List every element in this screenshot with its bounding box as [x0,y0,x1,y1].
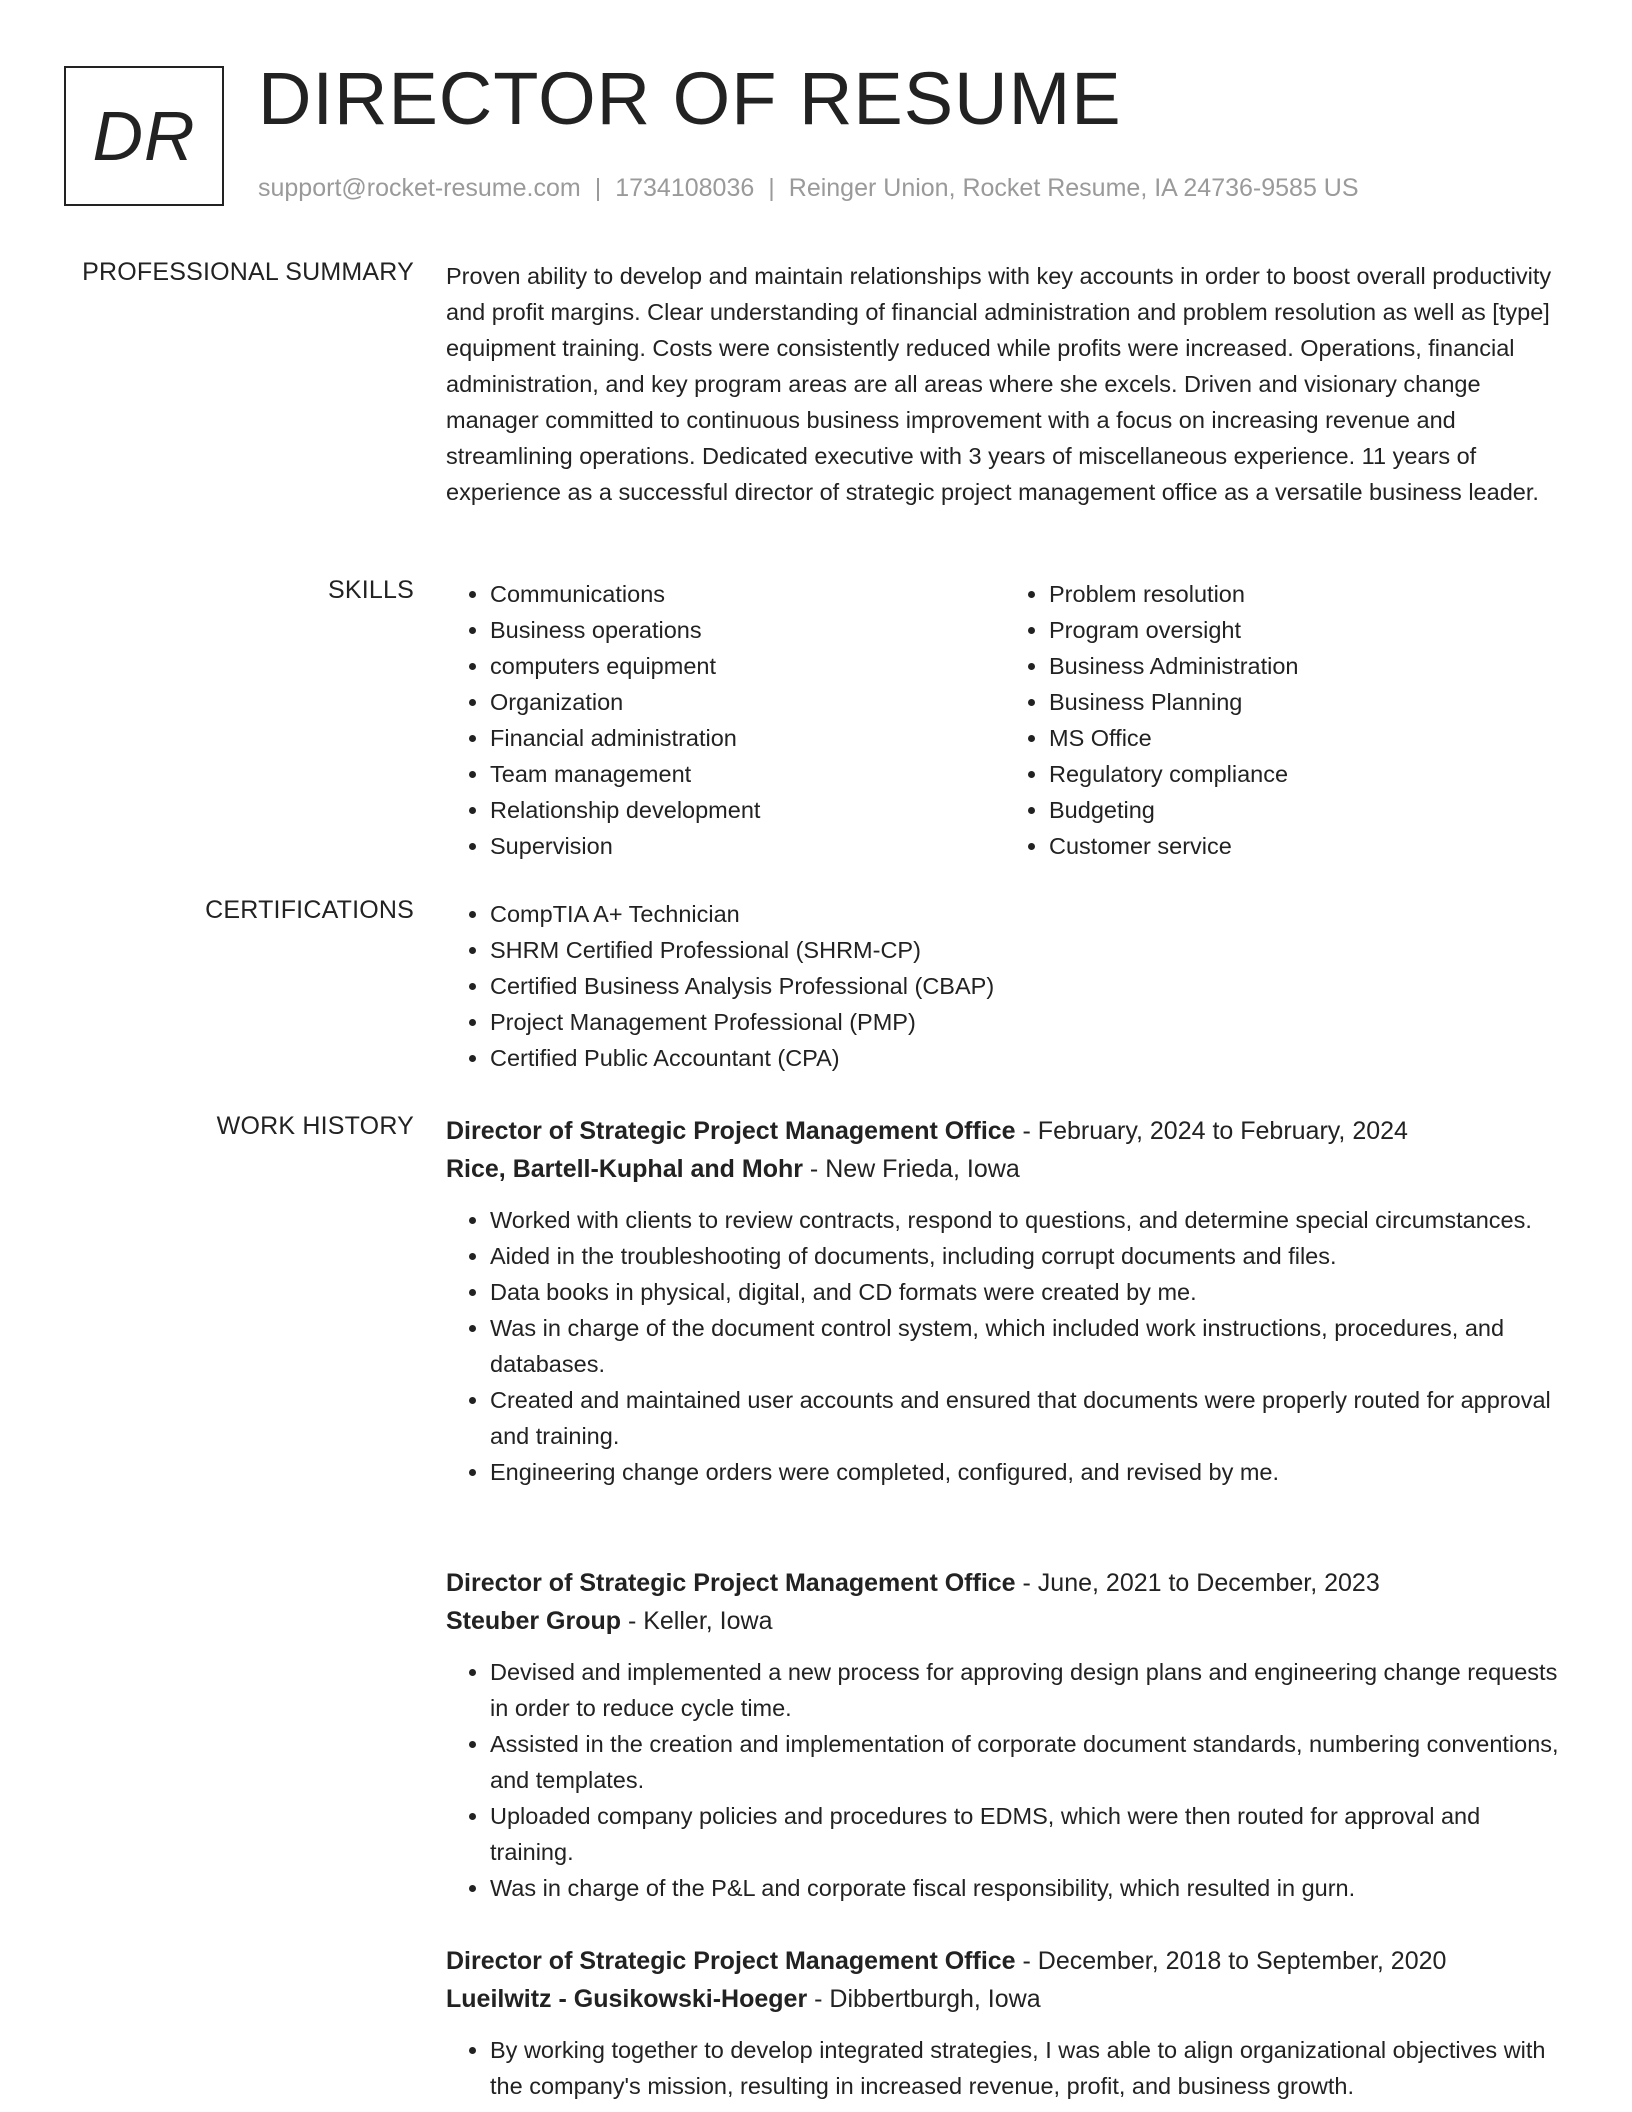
job-title: Director of Strategic Project Management Office [446,1569,1016,1597]
skill-item: • Business Planning [1049,684,1564,720]
monogram-badge [64,66,224,206]
job-location: - Keller, Iowa [621,1607,773,1635]
skill-item: • Business operations [490,612,1005,648]
skill-item: • Business Administration [1049,648,1564,684]
job-bullet: • Was in charge of the P&L and corporate fiscal responsibility, which resulted in gurn. [490,1870,1564,1906]
job-company: Lueilwitz - Gusikowski-Hoeger [446,1985,808,2013]
certifications-list [446,896,1564,1076]
job-company: Steuber Group [446,1607,622,1635]
job-dates: - February, 2024 to February, 2024 [1015,1117,1408,1145]
certification-item: • Certified Public Accountant (CPA) [490,1040,1564,1076]
job-bullet: • Worked with clients to review contracts, respond to questions, and determine special circumstances. [490,1202,1564,1238]
contact-email[interactable]: support@rocket-resume.com [258,174,581,202]
section-label-skills: SKILLS [328,576,414,604]
summary-section [446,258,1564,510]
job-entry [446,1564,1564,1906]
skill-item: • Regulatory compliance [1049,756,1564,792]
skills-grid [446,576,1564,864]
job-title: Director of Strategic Project Management Office [446,1117,1016,1145]
job-bullet: • Created and maintained user accounts and ensured that documents were properly routed for approval and training. [490,1382,1564,1454]
certification-item: • Certified Business Analysis Professional (CBAP) [490,968,1564,1004]
resume-name: DIRECTOR OF RESUME [258,57,1122,140]
monogram-initials: DR [92,97,196,175]
skills-list-left [446,576,1005,864]
skill-item: • computers equipment [490,648,1005,684]
job-bullet: • Assisted in the creation and implementation of corporate document standards, numbering conventions, and templates. [490,1726,1564,1798]
job-location: - Dibbertburgh, Iowa [807,1985,1041,2013]
job-company-line [446,1602,1564,1640]
skill-item: • Customer service [1049,828,1564,864]
skill-item: • Communications [490,576,1005,612]
job-title: Director of Strategic Project Management Office [446,1947,1016,1975]
skill-item: • Relationship development [490,792,1005,828]
skill-item: • Financial administration [490,720,1005,756]
job-bullet: • Uploaded company policies and procedures to EDMS, which were then routed for approval and training. [490,1798,1564,1870]
job-bullets [446,1654,1564,1906]
contact-separator: | [594,174,602,202]
skills-list-right [1005,576,1564,864]
job-location: - New Frieda, Iowa [802,1155,1020,1183]
summary-text: Proven ability to develop and maintain relationships with key accounts in order to boost overall productivity and profit margins. Clear understanding of financial administration and problem resolution as well as [type] equipment training. Costs were consistently reduced while profits were increased. Operations, financial administration, and key program areas are all areas where she excels. Driven and visionary change manager committed to continuous business improvement with a focus on increasing revenue and streamlining operations. Dedicated executive with 3 years of miscellaneous experience. 11 years of experience as a successful director of strategic project management office as a versatile business leader. [446,263,1552,505]
job-bullet: • Data books in physical, digital, and CD formats were created by me. [490,1274,1564,1310]
job-bullets [446,2032,1564,2104]
skill-item: • Budgeting [1049,792,1564,828]
section-label-certifications: CERTIFICATIONS [205,896,414,924]
certification-item: • CompTIA A+ Technician [490,896,1564,932]
skill-item: • Program oversight [1049,612,1564,648]
contact-address: Reinger Union, Rocket Resume, IA 24736-9585 US [788,174,1359,202]
skill-item: • Organization [490,684,1005,720]
job-bullet: • By working together to develop integrated strategies, I was able to align organizational objectives with the company's mission, resulting in increased revenue, profit, and business growth. [490,2032,1564,2104]
job-title-line [446,1564,1564,1602]
job-title-line [446,1112,1564,1150]
job-company-line [446,1980,1564,2018]
section-label-summary: PROFESSIONAL SUMMARY [82,258,414,286]
job-dates: - June, 2021 to December, 2023 [1015,1569,1380,1597]
skill-item: • Team management [490,756,1005,792]
certification-item: • Project Management Professional (PMP) [490,1004,1564,1040]
job-bullets [446,1202,1564,1490]
job-bullet: • Aided in the troubleshooting of documents, including corrupt documents and files. [490,1238,1564,1274]
job-dates: - December, 2018 to September, 2020 [1015,1947,1447,1975]
skill-item: • Supervision [490,828,1005,864]
skills-section [446,576,1564,864]
skill-item: • MS Office [1049,720,1564,756]
job-company-line [446,1150,1564,1188]
section-label-work-history: WORK HISTORY [216,1112,414,1140]
job-entry [446,1112,1564,1490]
certifications-section [446,896,1564,1076]
job-title-line [446,1942,1564,1980]
job-company: Rice, Bartell-Kuphal and Mohr [446,1155,803,1183]
contact-line [258,174,1359,203]
job-entry [446,1942,1564,2104]
certification-item: • SHRM Certified Professional (SHRM-CP) [490,932,1564,968]
job-bullet: • Devised and implemented a new process for approving design plans and engineering change requests in order to reduce cycle time. [490,1654,1564,1726]
contact-phone[interactable]: 1734108036 [615,174,755,202]
job-bullet: • Engineering change orders were completed, configured, and revised by me. [490,1454,1564,1490]
job-bullet: • Was in charge of the document control system, which included work instructions, procedures, and databases. [490,1310,1564,1382]
skill-item: • Problem resolution [1049,576,1564,612]
contact-separator: | [768,174,775,202]
